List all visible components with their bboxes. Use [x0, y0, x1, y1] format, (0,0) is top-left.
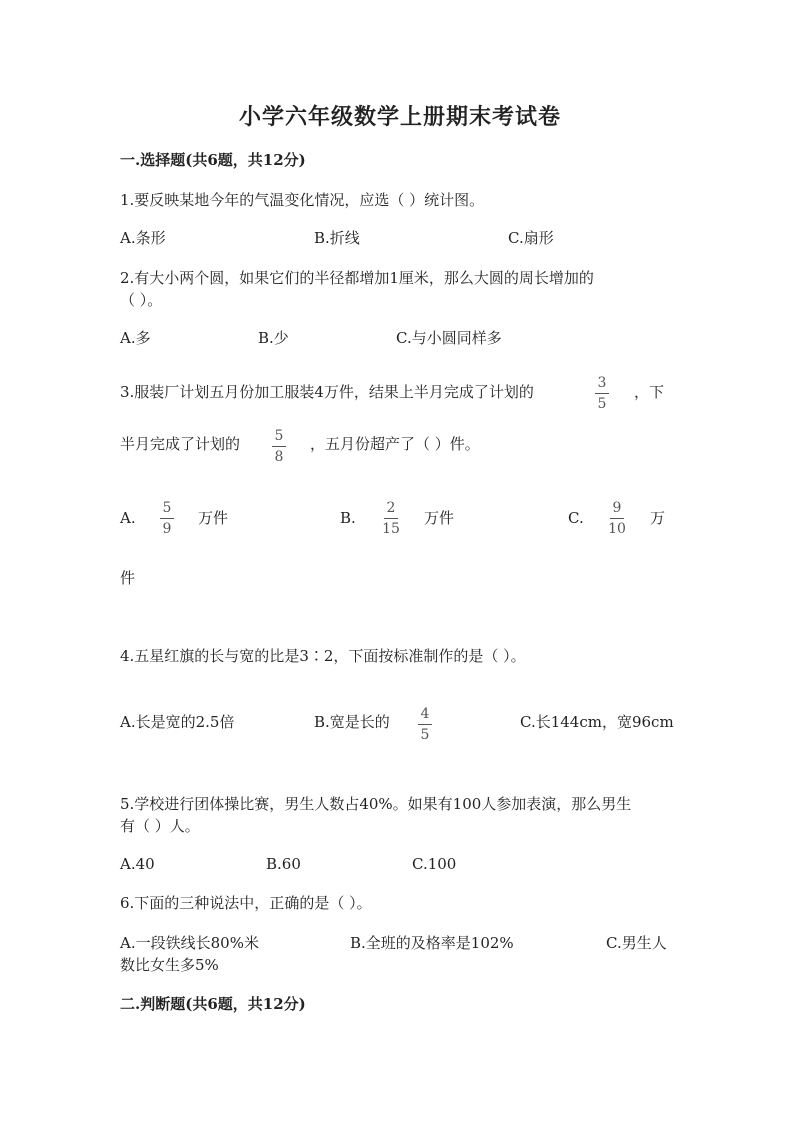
fraction-bar: [384, 518, 398, 519]
question-5-option-c: C.100: [412, 855, 457, 873]
section-heading-true-false: 二.判断题(共6题，共12分): [120, 995, 306, 1013]
question-3-option-a-unit: 万件: [198, 509, 229, 527]
question-3-option-c-unit: 万: [650, 509, 666, 527]
question-4-stem: 4.五星红旗的长与宽的比是3∶2，下面按标准制作的是（ ）。: [120, 647, 526, 665]
fraction-bar: [610, 518, 624, 519]
question-3-option-b-unit: 万件: [424, 509, 455, 527]
question-3-option-b-fraction: [378, 500, 404, 537]
page-title: 小学六年级数学上册期末考试卷: [238, 104, 561, 130]
question-6-option-b: B.全班的及格率是102%: [350, 934, 514, 952]
fraction-bar: [418, 724, 432, 725]
question-6-option-c-continued: 数比女生多5%: [120, 956, 219, 974]
question-2-option-a: A.多: [120, 329, 151, 347]
fraction-denominator: 9: [162, 521, 172, 537]
fraction-denominator: 8: [274, 449, 284, 465]
section-heading-choice: 一.选择题(共6题，共12分): [120, 151, 306, 169]
fraction-denominator: 15: [382, 521, 400, 537]
fraction-bar: [595, 393, 609, 394]
fraction-numerator: 5: [274, 428, 284, 444]
question-3-option-b-label: B.: [340, 509, 356, 527]
question-4-option-b: B.宽是长的: [314, 713, 390, 731]
question-6-option-a: A.一段铁线长80%米: [120, 934, 259, 952]
fraction-bar: [272, 446, 286, 447]
fraction-denominator: 5: [420, 727, 430, 743]
question-3-stem-line1: 3.服装厂计划五月份加工服装4万件，结果上半月完成了计划的: [120, 383, 534, 401]
question-4-option-a: A.长是宽的2.5倍: [120, 713, 235, 731]
question-1-stem: 1.要反映某地今年的气温变化情况，应选（ ）统计图。: [120, 191, 485, 209]
question-5-option-b: B.60: [266, 855, 301, 873]
question-3-option-a-label: A.: [120, 509, 136, 527]
fraction-denominator: 5: [597, 396, 607, 412]
question-3-option-c-unit-continued: 件: [120, 569, 136, 587]
question-1-option-a: A.条形: [120, 229, 166, 247]
question-6-stem: 6.下面的三种说法中，正确的是（ ）。: [120, 894, 372, 912]
question-2-option-b: B.少: [258, 329, 289, 347]
fraction-numerator: 2: [386, 500, 396, 516]
question-3-fraction-second-half: [266, 428, 292, 465]
fraction-numerator: 5: [162, 500, 172, 516]
question-2-stem-line1: 2.有大小两个圆，如果它们的半径都增加1厘米，那么大圆的周长增加的: [120, 269, 594, 287]
question-3-option-c-label: C.: [568, 509, 584, 527]
question-5-stem-line1: 5.学校进行团体操比赛，男生人数占40%。如果有100人参加表演，那么男生: [120, 795, 632, 813]
question-6-option-c: C.男生人: [606, 934, 667, 952]
fraction-numerator: 9: [612, 500, 622, 516]
question-3-fraction-first-half: [589, 375, 615, 412]
question-1-option-b: B.折线: [314, 229, 360, 247]
fraction-numerator: 4: [420, 706, 430, 722]
question-3-option-c-fraction: [604, 500, 630, 537]
fraction-denominator: 10: [608, 521, 626, 537]
question-1-option-c: C.扇形: [508, 229, 554, 247]
question-5-stem-line2: 有（ ）人。: [120, 817, 200, 835]
question-2-stem-line2: （ ）。: [120, 291, 163, 309]
question-2-option-c: C.与小圆同样多: [396, 329, 502, 347]
question-3-option-a-fraction: [154, 500, 180, 537]
question-3-stem-line2-end: ，五月份超产了（ ）件。: [310, 435, 480, 453]
question-5-option-a: A.40: [120, 855, 155, 873]
question-3-stem-line1-end: ，下: [634, 383, 665, 401]
question-4-option-c: C.长144cm，宽96cm: [520, 713, 674, 731]
question-4-option-b-fraction: [412, 706, 438, 743]
fraction-numerator: 3: [597, 375, 607, 391]
question-3-stem-line2: 半月完成了计划的: [120, 435, 241, 453]
fraction-bar: [160, 518, 174, 519]
